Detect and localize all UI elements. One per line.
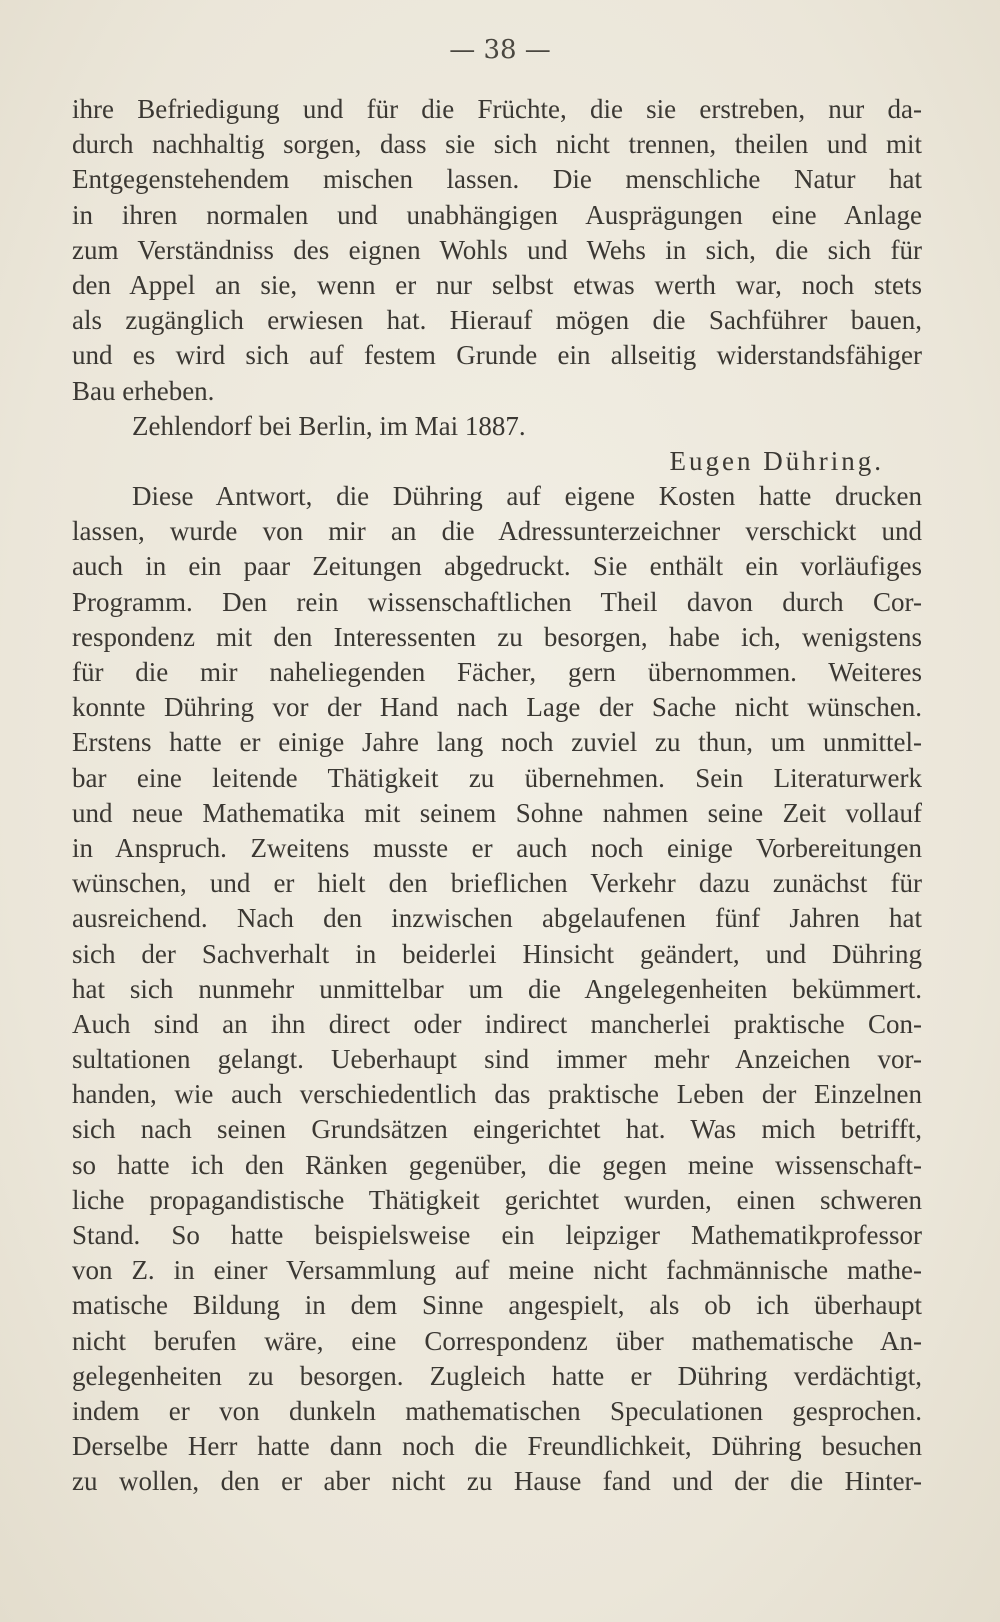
text-line: als zugänglich erwiesen hat. Hierauf mögen die Sachführer bauen,	[72, 305, 922, 336]
text-line: für die mir naheliegenden Fächer, gern übernommen. Weiteres	[72, 657, 922, 687]
signature: Eugen Dühring.	[669, 445, 884, 476]
text-line: Stand. So hatte beispielsweise ein leipziger Mathematikprofessor	[72, 1220, 922, 1250]
text-line: nicht berufen wäre, eine Correspondenz über mathematische An-	[72, 1325, 922, 1356]
text-line: zu wollen, den er aber nicht zu Hause fand und der die Hinter-	[72, 1466, 922, 1497]
page-number: — 38 —	[449, 35, 551, 65]
text-line: konnte Dühring vor der Hand nach Lage der Sache nicht wünschen.	[72, 692, 922, 723]
text-line: Bau erheben.	[72, 375, 215, 406]
text-line: ausreichend. Nach den inzwischen abgelaufenen fünf Jahren hat	[72, 903, 922, 934]
text-line: zum Verständniss des eignen Wohls und Wehs in sich, die sich für	[72, 234, 922, 265]
text-line: in ihren normalen und unabhängigen Ausprägungen eine Anlage	[72, 199, 922, 230]
text-line: handen, wie auch verschiedentlich das praktische Leben der Einzelnen	[72, 1079, 922, 1110]
text-line: in Anspruch. Zweitens musste er auch noch einige Vorbereitungen	[72, 832, 922, 863]
text-line: so hatte ich den Ränken gegenüber, die gegen meine wissenschaft-	[72, 1149, 922, 1180]
text-line: durch nachhaltig sorgen, dass sie sich nicht trennen, theilen und mit	[72, 129, 922, 160]
text-line: Auch sind an ihn direct oder indirect mancherlei praktische Con-	[72, 1008, 922, 1039]
text-line: sultationen gelangt. Ueberhaupt sind immer mehr Anzeichen vor-	[72, 1044, 922, 1075]
text-line: von Z. in einer Versammlung auf meine nicht fachmännische mathe-	[72, 1255, 922, 1286]
page-text	[72, 92, 922, 1500]
text-line: den Appel an sie, wenn er nur selbst etwas werth war, noch stets	[72, 269, 922, 300]
text-line: Erstens hatte er einige Jahre lang noch zuviel zu thun, um unmittel-	[72, 727, 922, 758]
text-line: bar eine leitende Thätigkeit zu übernehmen. Sein Literaturwerk	[72, 762, 922, 793]
text-line: indem er von dunkeln mathematischen Speculationen gesprochen.	[72, 1395, 922, 1426]
text-line: und neue Mathematika mit seinem Sohne nahmen seine Zeit vollauf	[72, 797, 922, 828]
text-line: und es wird sich auf festem Grunde ein allseitig widerstandsfähiger	[72, 340, 922, 371]
text-line: liche propagandistische Thätigkeit gerichtet wurden, einen schweren	[72, 1184, 922, 1215]
text-line: hat sich nunmehr unmittelbar um die Angelegenheiten bekümmert.	[72, 973, 922, 1004]
text-line: ihre Befriedigung und für die Früchte, die sie erstreben, nur da-	[72, 94, 922, 124]
text-line: Diese Antwort, die Dühring auf eigene Kosten hatte drucken	[132, 481, 922, 512]
text-line: Entgegenstehendem mischen lassen. Die menschliche Natur hat	[72, 164, 922, 195]
text-line: wünschen, und er hielt den brieflichen Verkehr dazu zunächst für	[72, 868, 922, 899]
text-line: gelegenheiten zu besorgen. Zugleich hatte er Dühring verdächtigt,	[72, 1360, 922, 1391]
dateline: Zehlendorf bei Berlin, im Mai 1887.	[132, 410, 526, 441]
text-line: Programm. Den rein wissenschaftlichen Theil davon durch Cor-	[72, 586, 922, 617]
text-line: matische Bildung in dem Sinne angespielt, als ob ich überhaupt	[72, 1290, 922, 1321]
text-line: Derselbe Herr hatte dann noch die Freundlichkeit, Dühring besuchen	[72, 1431, 922, 1462]
text-line: respondenz mit den Interessenten zu besorgen, habe ich, wenigstens	[72, 621, 922, 652]
text-line: auch in ein paar Zeitungen abgedruckt. Sie enthält ein vorläufiges	[72, 551, 922, 582]
text-line: lassen, wurde von mir an die Adressunterzeichner verschickt und	[72, 516, 922, 547]
text-line: sich nach seinen Grundsätzen eingerichtet hat. Was mich betrifft,	[72, 1114, 922, 1145]
text-line: sich der Sachverhalt in beiderlei Hinsicht geändert, und Dühring	[72, 938, 922, 969]
